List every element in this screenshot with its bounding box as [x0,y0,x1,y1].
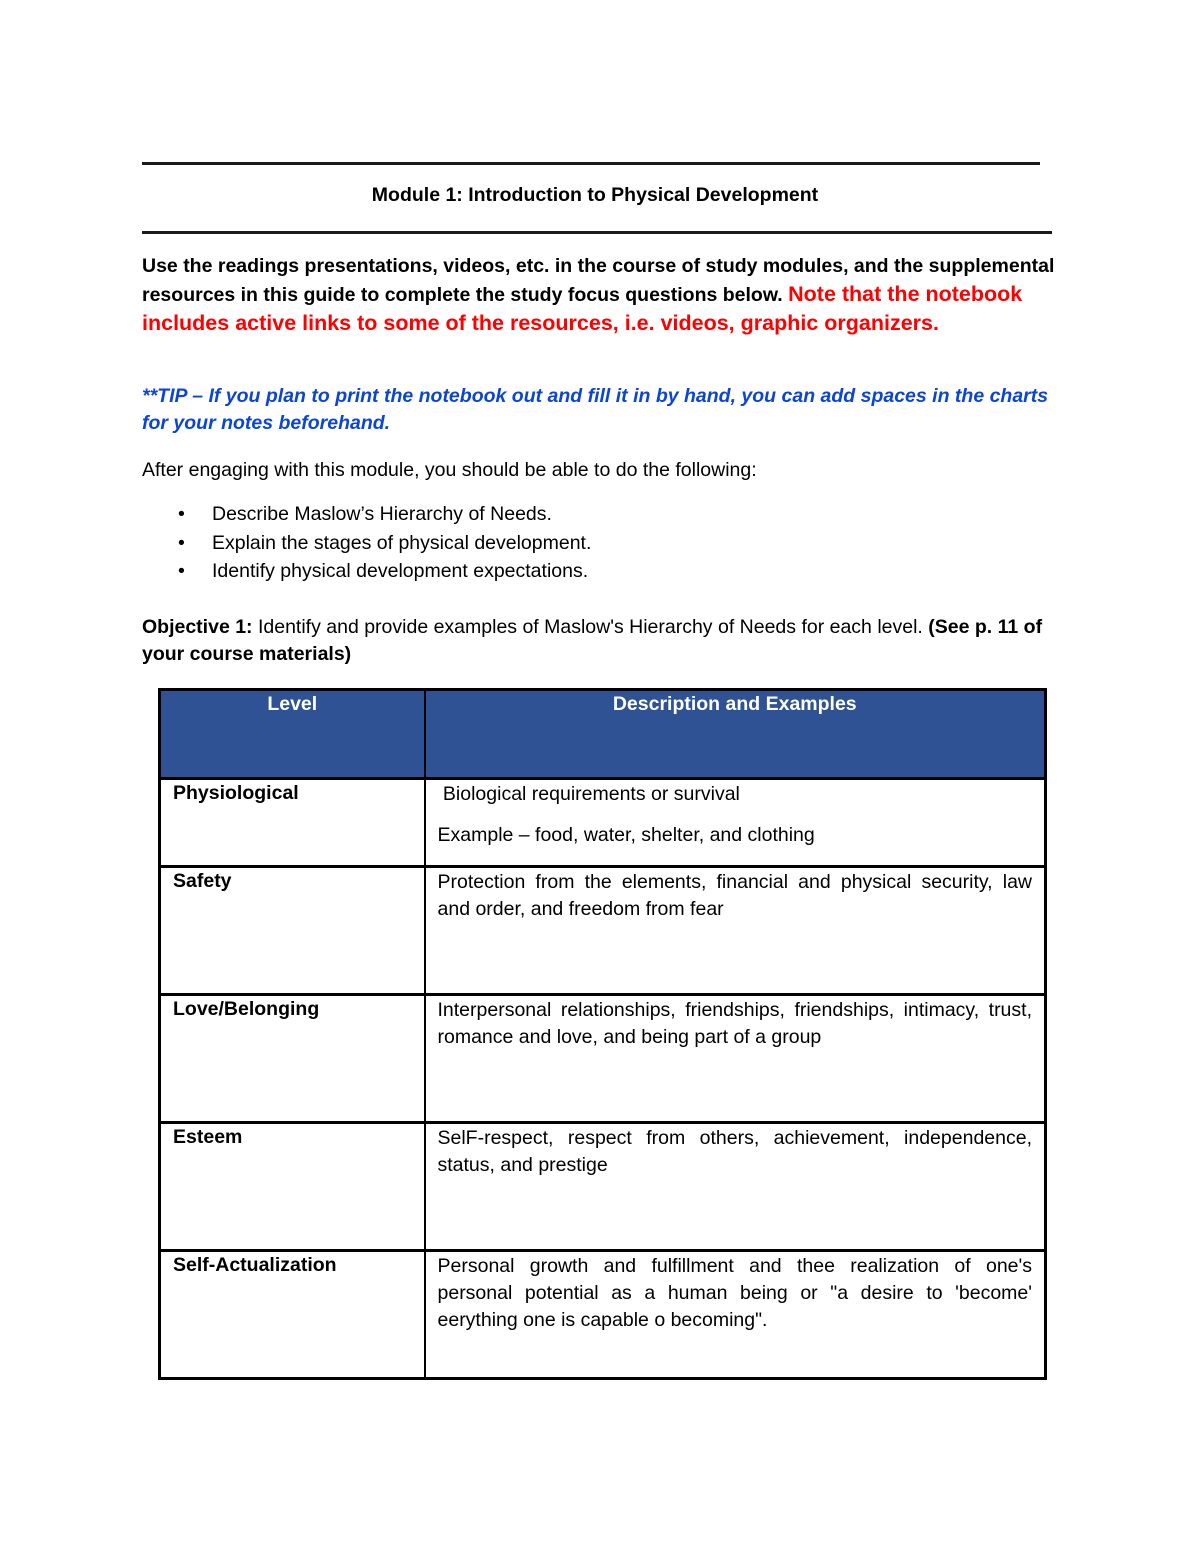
bottom-rule [142,231,1052,234]
level-cell: Love/Belonging [160,995,425,1123]
list-item: • Identify physical development expectations. [142,557,591,586]
table-row [160,1123,1046,1251]
level-cell: Physiological [160,779,425,867]
table-row [160,779,1046,867]
objectives-intro: After engaging with this module, you should be able to do the following: [142,459,757,481]
table-header-row [160,690,1046,779]
description-cell: Personal growth and fulfillment and thee realization of one's personal potential as a human being or "a desire to 'become' eerything one is capable o becoming". [425,1251,1046,1379]
top-rule [142,162,1040,165]
level-cell: Self-Actualization [160,1251,425,1379]
objective-label: Objective 1: [142,616,253,638]
page-title: Module 1: Introduction to Physical Development [371,184,819,206]
level-cell: Safety [160,867,425,995]
description-cell: SelF-respect, respect from others, achievement, independence, status, and prestige [425,1123,1046,1251]
description-cell: Interpersonal relationships, friendships, friendships, intimacy, trust, romance and love, and being part of a group [425,995,1046,1123]
bullet-icon: • [178,503,185,525]
table-row [160,995,1046,1123]
column-header-description: Description and Examples [425,690,1046,779]
objective-reference: (See p. 11 of your course materials) [142,616,1043,665]
objective-1 [142,614,1072,668]
objective-text: Identify and provide examples of Maslow's Hierarchy of Needs for each level. [252,616,929,638]
description-cell: Biological requirements or survival Example – food, water, shelter, and clothing [425,779,1046,867]
intro-text: Use the readings presentations, videos, etc. in the course of study modules, and the supplemental resources in this guide to complete the study focus questions below. [142,255,1055,306]
list-item: • Explain the stages of physical development. [142,529,591,558]
level-cell: Esteem [160,1123,425,1251]
column-header-level: Level [160,690,425,779]
bullet-icon: • [178,531,185,554]
tip-text: **TIP – If you plan to print the notebook out and fill it in by hand, you can add spaces in the charts for your notes beforehand. [142,385,1049,434]
table-row [160,867,1046,995]
description-cell: Protection from the elements, financial and physical security, law and order, and freedom from fear [425,867,1046,995]
objectives-list [142,500,591,586]
bullet-icon: • [178,560,185,582]
table-row [160,1251,1046,1379]
maslow-table [158,688,1047,1380]
list-item: • Describe Maslow’s Hierarchy of Needs. [142,500,591,529]
intro-note: Note that the notebook includes active links to some of the resources, i.e. videos, graphic organizers. [142,282,1023,335]
intro-paragraph [142,253,1072,338]
